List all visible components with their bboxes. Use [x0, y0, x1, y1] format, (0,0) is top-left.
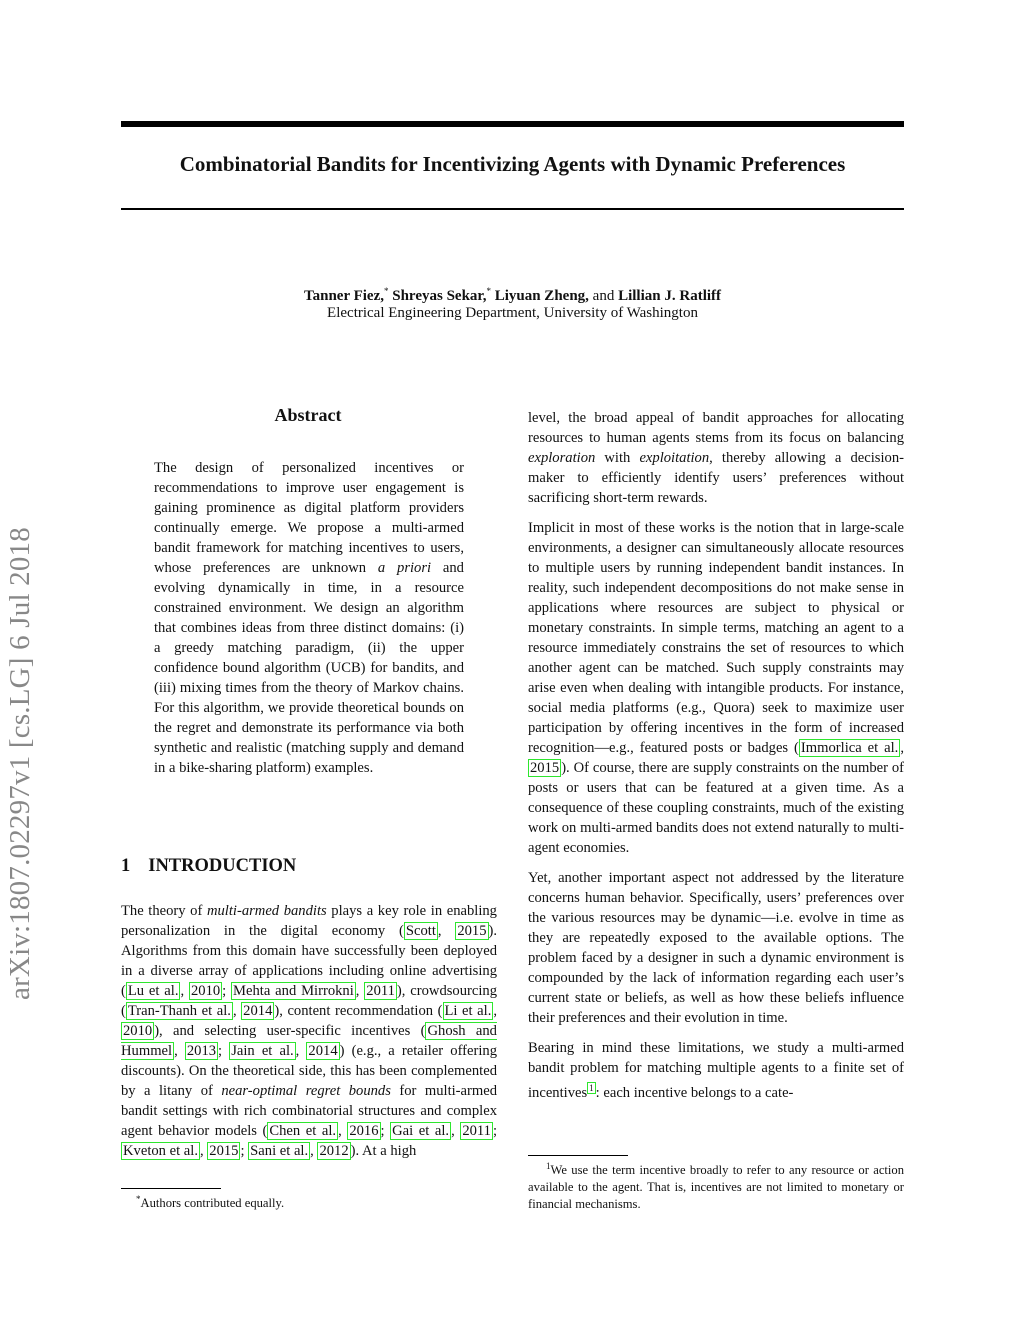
citation-link[interactable]: Li et al.: [444, 1003, 492, 1019]
author-name: Liyuan Zheng,: [494, 288, 589, 304]
equal-contrib-mark: *: [384, 286, 389, 296]
paragraph: Yet, another important aspect not addressed by the literature concerns human behavior. Specifically, users’ preferences over the various resources may be dynamic—i.e. evolve in time as they are repeatedly exposed to the available options. The problem faced by a designer in such a dynamic environment is compounded by the lack of information regarding each user’s current state or beliefs, as well as how these beliefs influence their preferences and their evolution in time.: [528, 870, 904, 1026]
paragraph: level, the broad appeal of bandit approaches for allocating resources to human agents stems from its focus on balancing exploration with exploitation, thereby allowing a decision-maker to efficiently identify users’ preferences without sacrificing short-term rewards.: [528, 410, 904, 506]
author-list: [121, 286, 904, 305]
abstract-heading: Abstract: [274, 405, 342, 425]
section-number: 1: [121, 856, 131, 876]
citation-link[interactable]: 2015: [209, 1143, 239, 1159]
citation-link[interactable]: 2011: [366, 983, 395, 999]
title-bottom-rule: [121, 208, 904, 210]
citation-link[interactable]: 2012: [319, 1143, 349, 1159]
author-name: Tanner Fiez,: [303, 288, 384, 304]
paragraph: Bearing in mind these limitations, we study a multi-armed bandit problem for matching multiple agents to a finite set of incentives $^1$ : each incentive belongs to a cate-: [528, 1040, 904, 1101]
paragraph: Implicit in most of these works is the notion that in large-scale environments, a designer can simultaneously allocate resources to multiple users by running independent bandit instances. In reality, such independent decompositions do not make sense in applications where resources are subject to physical or monetary constraints. In simple terms, matching an agent to a resource immediately constrains the set of resources to which another agent can be matched. Such supply constraints may arise even when dealing with intangible products. For instance, social media platforms (e.g., Quora) seek to maximize user participation by offering incentives in the form of increased recognition—e.g., featured posts or badges ( Immorlica et al. , 2015 ). Of course, there are supply constraints on the number of posts or users that can be featured at a given time. As a consequence of these coupling constraints, much of the existing work on multi-armed bandits does not extend naturally to multi-agent economies.: [528, 520, 904, 856]
section-heading: [121, 856, 296, 877]
intro-paragraph-1: The theory of multi-armed bandits plays a key role in enabling personalization in the digital economy ( Scott , 2015 ). Algorithms from this domain have successfully been deployed in a diverse array of applications including online advertising ( Lu et al. , 2010 ; Mehta and Mirrokni , 2011 ), crowdsourcing ( Tran-Thanh et al. , 2014 ), content recommendation ( Li et al. , 2010 ), and selecting user-specific incentives ( Ghosh and Hummel , 2013 ; Jain et al. , 2014 ) (e.g., a retailer offering discounts). On the theoretical side, this has been complemented by a litany of near-optimal regret bounds for multi-armed bandit settings with rich combinatorial structures and complex agent behavior models ( Chen et al. , 2016 ; Gai et al. , 2011 ; Kveton et al. , 2015 ; Sani et al. , 2012 ). At a high: [121, 903, 498, 1159]
footnote-rule: [528, 1155, 628, 1156]
citation-link[interactable]: Chen et al.: [269, 1123, 337, 1139]
citation-link[interactable]: 2015: [457, 923, 487, 939]
citation-link[interactable]: 2010: [123, 1023, 153, 1039]
section-title: INTRODUCTION: [148, 856, 297, 876]
affiliation: Electrical Engineering Department, University of Washington: [327, 305, 698, 321]
title-top-rule: [121, 121, 904, 127]
footnote-incentive: $^1$We use the term incentive broadly to refer to any resource or action available to the agent. That is, incentives are not limited to monetary or financial mechanisms.: [528, 1161, 904, 1212]
citation-link[interactable]: 2014: [308, 1043, 338, 1059]
citation-link[interactable]: 2016: [349, 1123, 379, 1139]
right-column: [528, 408, 904, 1113]
author-conjunction: and: [592, 288, 615, 304]
citation-link[interactable]: Immorlica et al.: [800, 740, 899, 756]
arxiv-stamp: arXiv:1807.02297v1 [cs.LG] 6 Jul 2018: [4, 527, 36, 1000]
paper-title: Combinatorial Bandits for Incentivizing Agents with Dynamic Preferences: [179, 152, 846, 176]
abstract-body: The design of personalized incentives or recommendations to improve user engagement is gaining prominence as digital platform providers continually emerge. We propose a multi-armed bandit framework for matching incentives to users, whose preferences are unknown a priori and evolving dynamically in time, in a resource constrained environment. We design an algorithm that combines ideas from three distinct domains: (i) a greedy matching paradigm, (ii) the upper confidence bound algorithm (UCB) for bandits, and (iii) mixing times from the theory of Markov chains. For this algorithm, we provide theoretical bounds on the regret and demonstrate its performance via both synthetic and realistic (matching supply and demand in a bike-sharing platform) examples.: [154, 460, 464, 776]
citation-link[interactable]: Ghosh and Hummel: [121, 1023, 497, 1059]
footnote-equal-contribution: *Authors contributed equally.: [136, 1194, 285, 1211]
citation-link[interactable]: 2010: [190, 983, 221, 999]
footnote-rule: [121, 1188, 221, 1189]
citation-link[interactable]: Scott: [405, 923, 436, 939]
author-name: Shreyas Sekar,: [392, 288, 487, 304]
citation-link[interactable]: 2013: [186, 1043, 217, 1059]
citation-link[interactable]: 2015: [530, 760, 560, 776]
citation-link[interactable]: Mehta and Mirrokni: [233, 983, 354, 999]
citation-link[interactable]: Kveton et al.: [123, 1143, 198, 1159]
equal-contrib-mark: *: [486, 286, 491, 296]
citation-link[interactable]: Jain et al.: [231, 1043, 294, 1059]
citation-link[interactable]: Sani et al.: [250, 1143, 309, 1159]
footnote-link[interactable]: 1: [589, 1083, 594, 1093]
citation-link[interactable]: Gai et al.: [392, 1123, 450, 1139]
citation-link[interactable]: 2014: [243, 1003, 273, 1019]
citation-link[interactable]: Tran-Thanh et al.: [127, 1003, 231, 1019]
citation-link[interactable]: 2011: [462, 1123, 491, 1139]
author-name: Lillian J. Ratliff: [618, 288, 722, 304]
citation-link[interactable]: Lu et al.: [127, 983, 179, 999]
